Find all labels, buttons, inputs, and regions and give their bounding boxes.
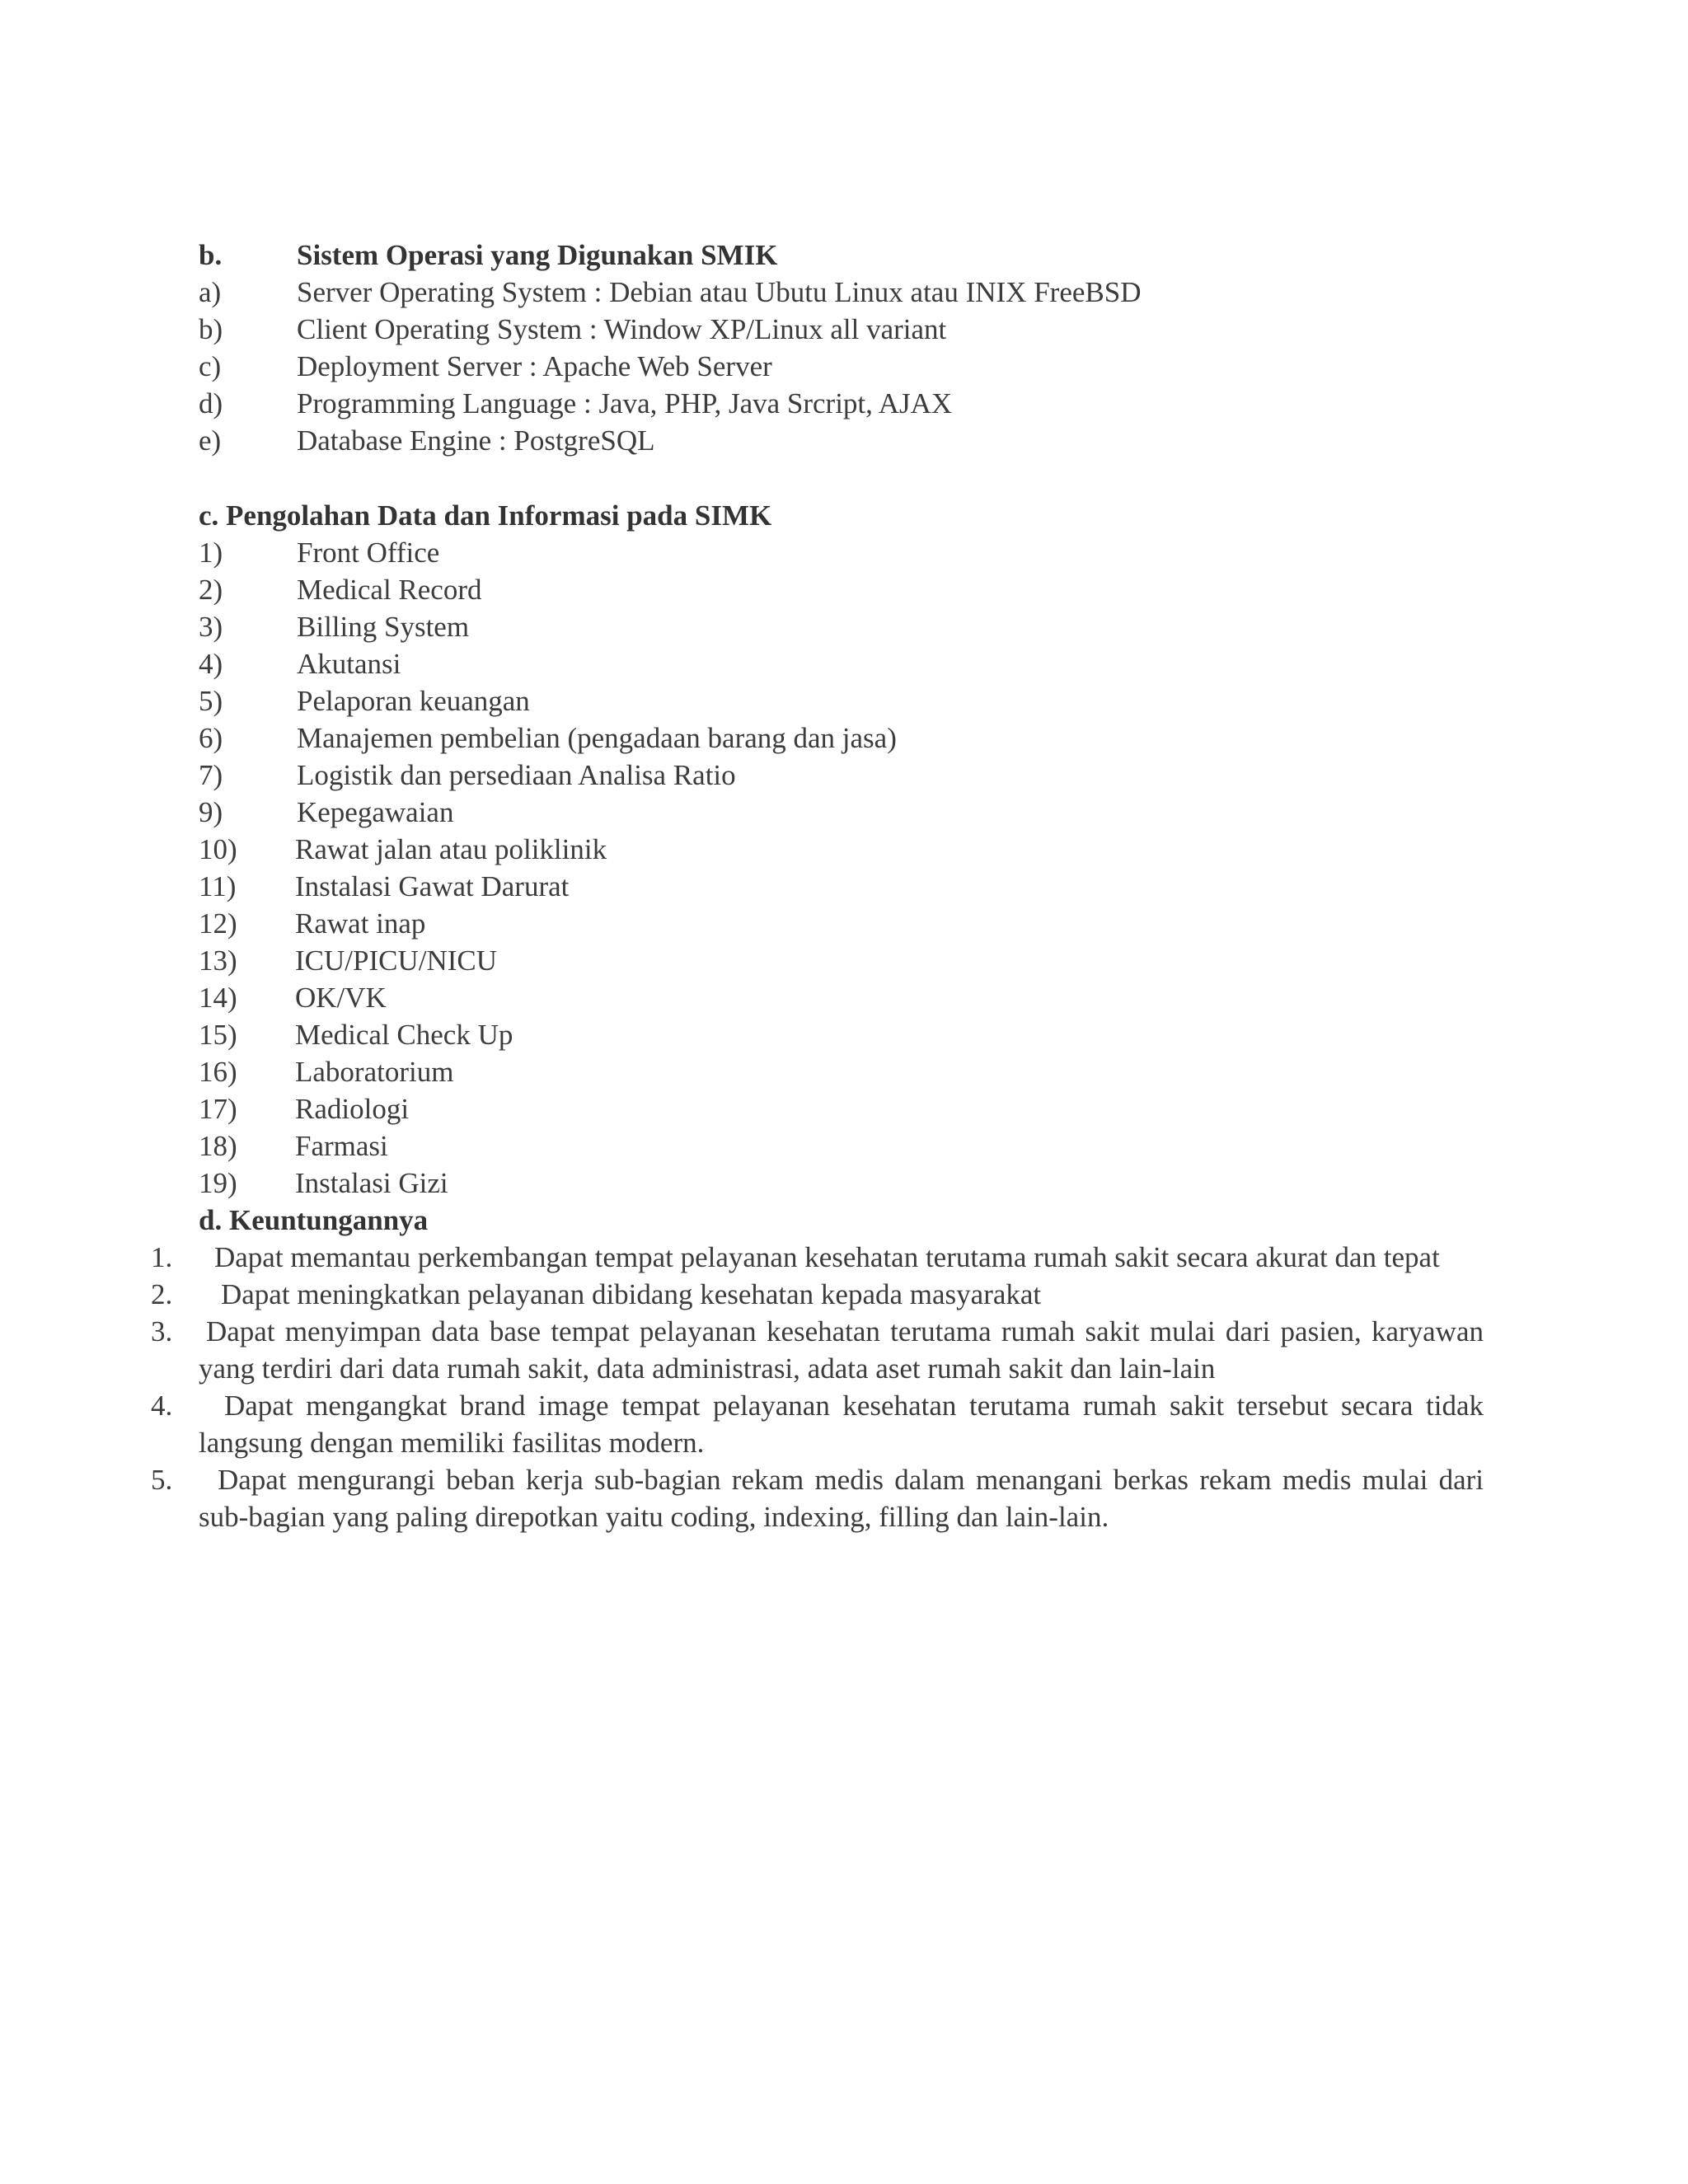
section-c-item-marker: 17) [199,1093,237,1125]
section-c-item-text: Instalasi Gawat Darurat [295,870,570,902]
section-d-item-marker: 2. [151,1278,173,1310]
section-c-item-text: Laboratorium [295,1056,454,1088]
section-b-item-text: Client Operating System : Window XP/Linux all variant [297,313,947,345]
section-c-item-text: Front Office [297,537,440,569]
section-d-item-text: Dapat mengurangi beban kerja sub-bagian rekam medis dalam menangani berkas rekam medis mulai dari [218,1464,1484,1496]
section-c-title: c. Pengolahan Data dan Informasi pada SIMK [199,499,772,532]
section-c-item-text: Radiologi [295,1093,410,1125]
section-c-item-text: Kepegawaian [297,796,454,828]
section-c-item-text: Manajemen pembelian (pengadaan barang dan jasa) [297,722,897,754]
section-c-item-text: Farmasi [295,1130,388,1162]
section-d-item-marker: 3. [151,1315,173,1347]
section-d-item-text: Dapat menyimpan data base tempat pelayanan kesehatan terutama rumah sakit mulai dari pasien, karyawan [206,1315,1484,1347]
section-d-item-marker: 5. [151,1464,173,1496]
section-c-item-marker: 18) [199,1130,237,1162]
section-d-item-continuation: yang terdiri dari data rumah sakit, data administrasi, adata aset rumah sakit dan lain-lain [199,1352,1216,1385]
section-c-item-text: Billing System [297,611,470,643]
section-c-item-text: Akutansi [297,648,401,680]
section-b-item-text: Database Engine : PostgreSQL [297,424,655,457]
section-b-title: Sistem Operasi yang Digunakan SMIK [297,239,778,271]
section-c-item-marker: 12) [199,907,237,940]
section-b-item-text: Deployment Server : Apache Web Server [297,350,772,382]
section-b-marker: b. [199,239,223,271]
section-c-item-text: Pelaporan keuangan [297,685,530,717]
section-c-item-marker: 2) [199,574,223,606]
section-c-item-marker: 13) [199,944,237,977]
section-b-item-marker: d) [199,387,223,419]
section-c-item-text: Rawat inap [295,907,426,940]
section-d-item-marker: 4. [151,1390,173,1422]
section-c-item-text: Rawat jalan atau poliklinik [295,833,607,865]
section-c-item-marker: 14) [199,982,237,1014]
section-b-item-marker: c) [199,350,222,382]
section-b-item-marker: e) [199,424,222,457]
section-d-title: d. Keuntungannya [199,1204,429,1236]
section-d-item-text: Dapat memantau perkembangan tempat pelayanan kesehatan terutama rumah sakit secara akurat dan tepat [214,1241,1440,1273]
section-c-item-text: Logistik dan persediaan Analisa Ratio [297,759,736,791]
section-c-item-text: ICU/PICU/NICU [295,944,498,977]
section-d-item-marker: 1. [151,1241,173,1273]
section-c-item-marker: 1) [199,537,223,569]
section-c-item-marker: 7) [199,759,223,791]
section-d-item-continuation: langsung dengan memiliki fasilitas modern. [199,1427,705,1459]
section-c-item-text: Medical Check Up [295,1019,513,1051]
section-b-item-marker: a) [199,276,222,308]
section-d-item-text: Dapat mengangkat brand image tempat pelayanan kesehatan terutama rumah sakit tersebut secara tidak [224,1390,1484,1422]
section-c-item-marker: 15) [199,1019,237,1051]
section-c-item-marker: 10) [199,833,237,865]
section-c-item-marker: 6) [199,722,223,754]
section-b-item-text: Programming Language : Java, PHP, Java Srcript, AJAX [297,387,953,419]
section-c-item-marker: 9) [199,796,223,828]
section-c-item-marker: 11) [199,870,237,902]
section-d-item-text: Dapat meningkatkan pelayanan dibidang kesehatan kepada masyarakat [221,1278,1042,1310]
section-d-item-continuation: sub-bagian yang paling direpotkan yaitu coding, indexing, filling dan lain-lain. [199,1501,1109,1533]
section-c-item-marker: 19) [199,1167,237,1199]
section-c-item-marker: 16) [199,1056,237,1088]
section-c-item-marker: 5) [199,685,223,717]
section-b-item-text: Server Operating System : Debian atau Ubutu Linux atau INIX FreeBSD [297,276,1142,308]
section-c-item-text: Instalasi Gizi [295,1167,448,1199]
section-c-item-marker: 4) [199,648,223,680]
section-c-item-marker: 3) [199,611,223,643]
section-c-item-text: Medical Record [297,574,482,606]
section-c-item-text: OK/VK [295,982,387,1014]
section-b-item-marker: b) [199,313,223,345]
